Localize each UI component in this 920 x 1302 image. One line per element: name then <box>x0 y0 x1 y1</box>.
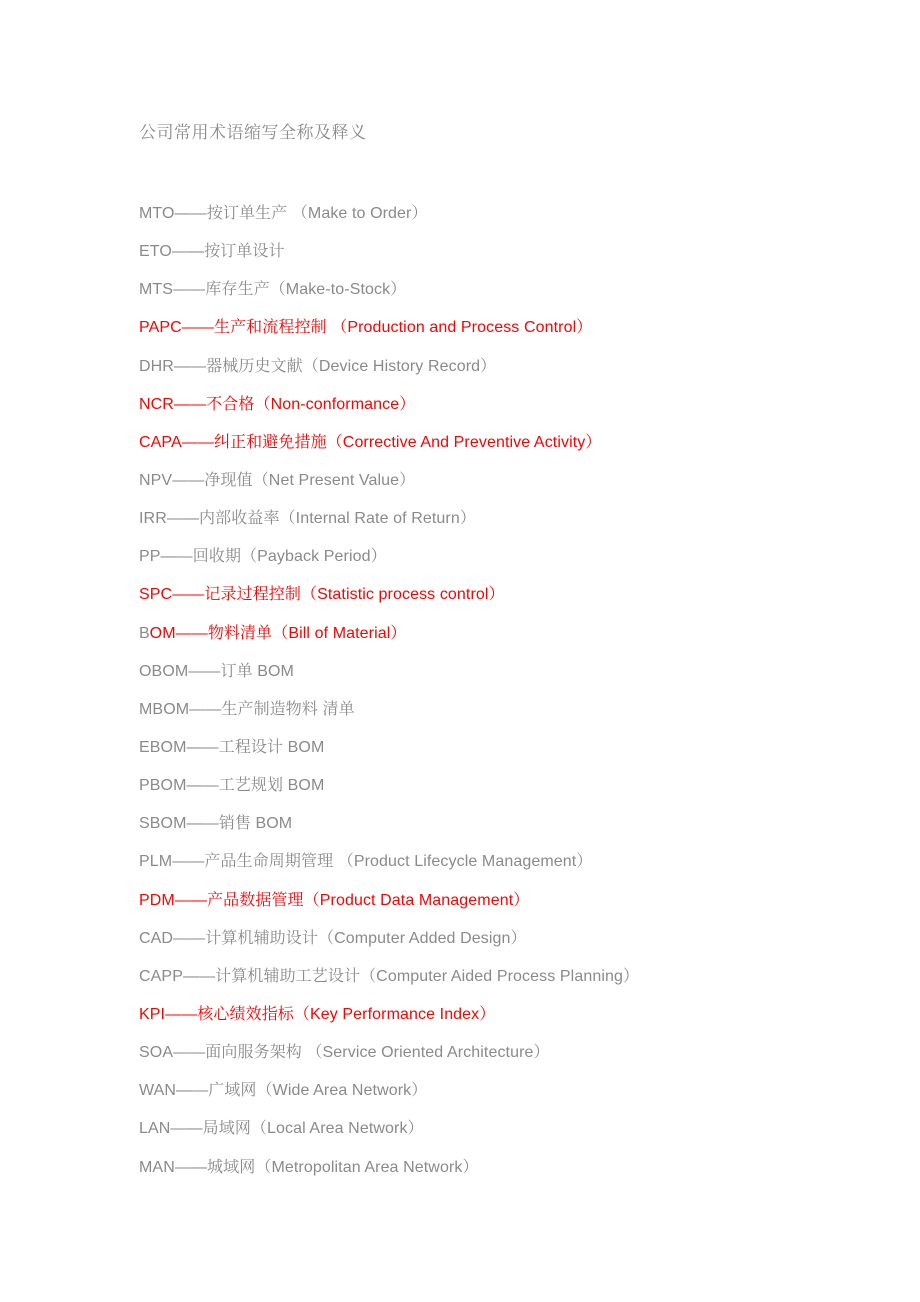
term-entry-text: PP——回收期（Payback Period） <box>139 548 387 566</box>
term-entry-text: OBOM——订单 BOM <box>139 662 294 680</box>
term-entry <box>139 354 639 392</box>
term-entry <box>139 1116 639 1154</box>
term-entry <box>139 392 639 430</box>
term-entry-text: PLM——产品生命周期管理 （Product Lifecycle Management） <box>139 853 593 871</box>
term-entry-text: SPC——记录过程控制（Statistic process control） <box>139 586 505 604</box>
term-entry <box>139 773 639 811</box>
term-entry <box>139 1002 639 1040</box>
document-title: 公司常用术语缩写全称及释义 <box>139 123 367 143</box>
term-entry <box>139 1040 639 1078</box>
term-entry-text: MBOM——生产制造物料 清单 <box>139 700 355 718</box>
term-entry-text: ETO——按订单设计 <box>139 243 285 261</box>
term-entry <box>139 849 639 887</box>
term-entry-text: CAPA——纠正和避免措施（Corrective And Preventive Activity） <box>139 433 602 451</box>
term-entry-text: LAN——局域网（Local Area Network） <box>139 1120 424 1138</box>
term-entry <box>139 811 639 849</box>
term-entry <box>139 277 639 315</box>
term-entry <box>139 1078 639 1116</box>
term-entry <box>139 315 639 353</box>
term-entry <box>139 659 639 697</box>
term-entry-text: SOA——面向服务架构 （Service Oriented Architecture） <box>139 1044 550 1062</box>
term-entry-text: SBOM——销售 BOM <box>139 815 293 833</box>
term-entry-text: PDM——产品数据管理（Product Data Management） <box>139 891 530 909</box>
term-entry-lead: B <box>139 624 150 642</box>
term-entry-text: OM——物料清单（Bill of Material） <box>149 624 407 642</box>
term-entry-text: KPI——核心绩效指标（Key Performance Index） <box>139 1005 496 1023</box>
term-entry-text: DHR——器械历史文献（Device History Record） <box>139 357 497 375</box>
term-entry-text: MAN——城域网（Metropolitan Area Network） <box>139 1158 479 1176</box>
term-entry-text: MTS——库存生产（Make-to-Stock） <box>139 281 407 299</box>
term-entry <box>139 582 639 620</box>
term-entry-text: IRR——内部收益率（Internal Rate of Return） <box>139 510 476 528</box>
term-list <box>139 201 639 1193</box>
term-entry <box>139 621 639 659</box>
term-entry-text: NPV——净现值（Net Present Value） <box>139 471 416 489</box>
term-entry <box>139 964 639 1002</box>
term-entry-text: CAPP——计算机辅助工艺设计（Computer Aided Process Planning） <box>139 967 640 985</box>
term-entry <box>139 735 639 773</box>
term-entry <box>139 544 639 582</box>
term-entry-text: EBOM——工程设计 BOM <box>139 738 325 756</box>
term-entry <box>139 468 639 506</box>
term-entry <box>139 926 639 964</box>
term-entry-text: WAN——广域网（Wide Area Network） <box>139 1082 428 1100</box>
term-entry-text: NCR——不合格（Non-conformance） <box>139 395 416 413</box>
term-entry <box>139 201 639 239</box>
term-entry <box>139 239 639 277</box>
term-entry <box>139 506 639 544</box>
term-entry <box>139 697 639 735</box>
term-entry-text: PBOM——工艺规划 BOM <box>139 777 325 795</box>
term-entry-text: CAD——计算机辅助设计（Computer Added Design） <box>139 929 527 947</box>
term-entry <box>139 430 639 468</box>
term-entry <box>139 1155 639 1193</box>
term-entry-text: PAPC——生产和流程控制 （Production and Process Control） <box>139 319 593 337</box>
term-entry <box>139 888 639 926</box>
term-entry-text: MTO——按订单生产 （Make to Order） <box>139 205 428 222</box>
